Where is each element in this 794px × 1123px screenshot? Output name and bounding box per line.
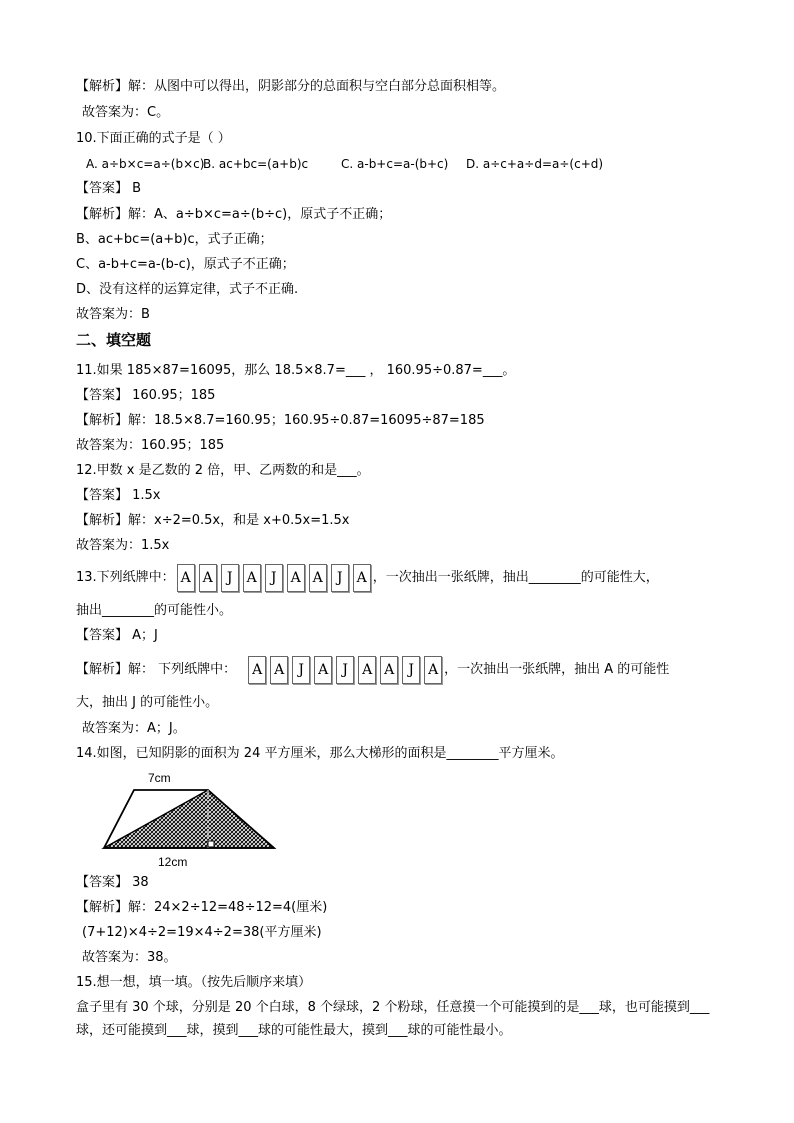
playing-card: J bbox=[336, 656, 354, 684]
trapezoid-figure bbox=[96, 768, 286, 870]
analysis-line: 【解析】解：从图中可以得出，阴影部分的总面积与空白部分总面积相等。 bbox=[76, 79, 506, 94]
answer-12: 【答案】 1.5x bbox=[76, 488, 161, 503]
card-row bbox=[177, 564, 371, 592]
playing-card: A bbox=[248, 656, 266, 684]
answer-14: 【答案】 38 bbox=[76, 875, 149, 890]
analysis-10-a: 【解析】解：A、a÷b×c=a÷(b÷c)，原式子不正确； bbox=[76, 207, 392, 222]
question-13-prefix: 13.下列纸牌中： bbox=[76, 570, 175, 585]
analysis-10-b: B、ac+bc=(a+b)c，式子正确； bbox=[76, 232, 273, 247]
playing-card: J bbox=[292, 656, 310, 684]
question-15: 15.想一想，填一填。（按先后顺序来填） bbox=[76, 975, 312, 990]
playing-card: A bbox=[380, 656, 398, 684]
playing-card: A bbox=[287, 564, 305, 592]
analysis-14-line2: (7+12)×4÷2=19×4÷2=38(平方厘米) bbox=[82, 925, 322, 940]
playing-card: A bbox=[314, 656, 332, 684]
question-15-body: 盒子里有 30 个球，分别是 20 个白球，8 个绿球，2 个粉球，任意摸一个可能摸到的是___球，也可能摸到___球，还可能摸到___球，摸到___球的可能性最大，摸到___球的可能性最小。 bbox=[76, 1000, 710, 1038]
playing-card: A bbox=[358, 656, 376, 684]
conclusion-13: 故答案为：A；J。 bbox=[82, 721, 186, 736]
answer-10: 【答案】 B bbox=[76, 181, 142, 196]
option-b: B. ac+bc=(a+b)c bbox=[203, 157, 309, 171]
conclusion-14: 故答案为：38。 bbox=[82, 950, 177, 965]
bottom-base-label: 12cm bbox=[158, 855, 188, 869]
question-10: 10.下面正确的式子是（ ） bbox=[76, 131, 231, 146]
question-13-line2: 抽出________的可能性小。 bbox=[76, 603, 233, 618]
question-11: 11.如果 185×87=16095，那么 18.5×8.7=___ ， 160.95÷0.87=___。 bbox=[76, 363, 516, 378]
playing-card: J bbox=[265, 564, 283, 592]
playing-card: A bbox=[199, 564, 217, 592]
conclusion-11: 故答案为：160.95；185 bbox=[76, 438, 225, 453]
card-row bbox=[248, 656, 442, 684]
top-base-label: 7cm bbox=[148, 771, 171, 785]
analysis-13-line2: 大，抽出 J 的可能性小。 bbox=[76, 695, 219, 710]
playing-card: J bbox=[402, 656, 420, 684]
option-a: A. a÷b×c=a÷(b×c) bbox=[86, 157, 205, 171]
playing-card: A bbox=[424, 656, 442, 684]
analysis-13 bbox=[76, 656, 669, 684]
analysis-10-c: C、a-b+c=a-(b-c)，原式子不正确； bbox=[76, 257, 295, 272]
conclusion-10: 故答案为：B bbox=[76, 307, 150, 322]
playing-card: A bbox=[309, 564, 327, 592]
playing-card: A bbox=[353, 564, 371, 592]
question-12: 12.甲数 x 是乙数的 2 倍，甲、乙两数的和是___。 bbox=[76, 463, 370, 478]
playing-card: A bbox=[270, 656, 288, 684]
analysis-13-suffix: ，一次抽出一张纸牌，抽出 A 的可能性 bbox=[444, 662, 670, 677]
analysis-12: 【解析】解：x÷2=0.5x，和是 x+0.5x=1.5x bbox=[76, 513, 350, 528]
right-angle-mark bbox=[208, 841, 214, 847]
analysis-13-prefix: 【解析】解： 下列纸牌中： bbox=[76, 662, 237, 677]
playing-card: J bbox=[221, 564, 239, 592]
answer-line: 故答案为：C。 bbox=[82, 105, 170, 120]
analysis-14-line1: 【解析】解：24×2÷12=48÷12=4(厘米) bbox=[76, 900, 328, 915]
question-13 bbox=[76, 564, 659, 592]
option-c: C. a-b+c=a-(b+c) bbox=[341, 157, 449, 171]
question-13-suffix: ，一次抽出一张纸牌，抽出________的可能性大， bbox=[372, 570, 659, 585]
playing-card: A bbox=[177, 564, 195, 592]
playing-card: J bbox=[331, 564, 349, 592]
section-heading: 二、填空题 bbox=[76, 331, 152, 349]
conclusion-12: 故答案为：1.5x bbox=[76, 538, 170, 553]
question-14: 14.如图，已知阴影的面积为 24 平方厘米，那么大梯形的面积是________平方厘米。 bbox=[76, 746, 564, 761]
analysis-11: 【解析】解：18.5×8.7=160.95；160.95÷0.87=16095÷87=185 bbox=[76, 413, 485, 428]
option-d: D. a÷c+a÷d=a÷(c+d) bbox=[466, 157, 604, 171]
answer-13: 【答案】 A；J bbox=[76, 628, 158, 643]
analysis-10-d: D、没有这样的运算定律，式子不正确. bbox=[76, 282, 299, 297]
answer-11: 【答案】 160.95；185 bbox=[76, 388, 216, 403]
playing-card: A bbox=[243, 564, 261, 592]
